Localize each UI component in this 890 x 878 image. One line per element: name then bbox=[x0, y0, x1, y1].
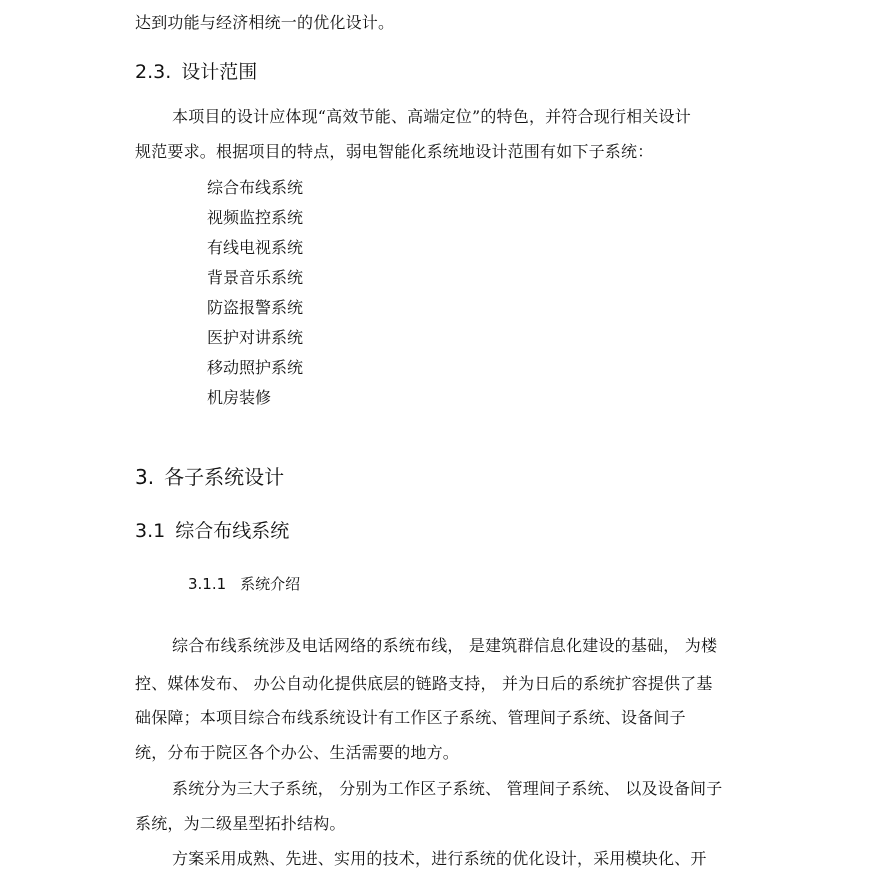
subsection-heading-3-1-1 bbox=[188, 574, 300, 594]
paragraph-line: 综合布线系统涉及电话网络的系统布线， 是建筑群信息化建设的基础， 为楼 bbox=[172, 636, 718, 655]
list-item: 医护对讲系统 bbox=[207, 328, 304, 347]
paragraph-line: 方案采用成熟、先进、实用的技术，进行系统的优化设计，采用模块化、开 bbox=[172, 849, 707, 868]
paragraph-line: 达到功能与经济相统一的优化设计。 bbox=[135, 13, 395, 32]
section-number: 2.3. bbox=[135, 61, 172, 83]
chapter-heading-3 bbox=[135, 464, 284, 490]
paragraph-line: 础保障；本项目综合布线系统设计有工作区子系统、管理间子系统、设备间子 bbox=[135, 708, 686, 727]
list-item: 移动照护系统 bbox=[207, 358, 304, 377]
section-title: 综合布线系统 bbox=[175, 520, 290, 542]
list-item: 有线电视系统 bbox=[207, 238, 304, 257]
paragraph-line: 规范要求。根据项目的特点，弱电智能化系统地设计范围有如下子系统： bbox=[135, 142, 654, 161]
section-number: 3.1 bbox=[135, 520, 166, 542]
paragraph-line: 控、媒体发布、 办公自动化提供底层的链路支持， 并为日后的系统扩容提供了基 bbox=[135, 674, 713, 693]
paragraph-line: 系统分为三大子系统， 分别为工作区子系统、 管理间子系统、 以及设备间子 bbox=[172, 779, 723, 798]
section-heading-2-3 bbox=[135, 60, 257, 84]
chapter-number: 3. bbox=[135, 465, 155, 489]
section-title: 设计范围 bbox=[181, 61, 258, 83]
chapter-title: 各子系统设计 bbox=[164, 465, 285, 489]
subsection-number: 3.1.1 bbox=[188, 575, 227, 593]
list-item: 视频监控系统 bbox=[207, 208, 304, 227]
list-item: 防盗报警系统 bbox=[207, 298, 304, 317]
list-item: 机房装修 bbox=[207, 388, 272, 407]
paragraph-line: 统，分布于院区各个办公、生活需要的地方。 bbox=[135, 743, 460, 762]
list-item: 背景音乐系统 bbox=[207, 268, 304, 287]
section-heading-3-1 bbox=[135, 519, 289, 543]
paragraph-line: 系统，为二级星型拓扑结构。 bbox=[135, 814, 346, 833]
subsection-title: 系统介绍 bbox=[240, 575, 301, 593]
paragraph-line: 本项目的设计应体现“高效节能、高端定位”的特色，并符合现行相关设计 bbox=[172, 107, 691, 126]
list-item: 综合布线系统 bbox=[207, 178, 304, 197]
